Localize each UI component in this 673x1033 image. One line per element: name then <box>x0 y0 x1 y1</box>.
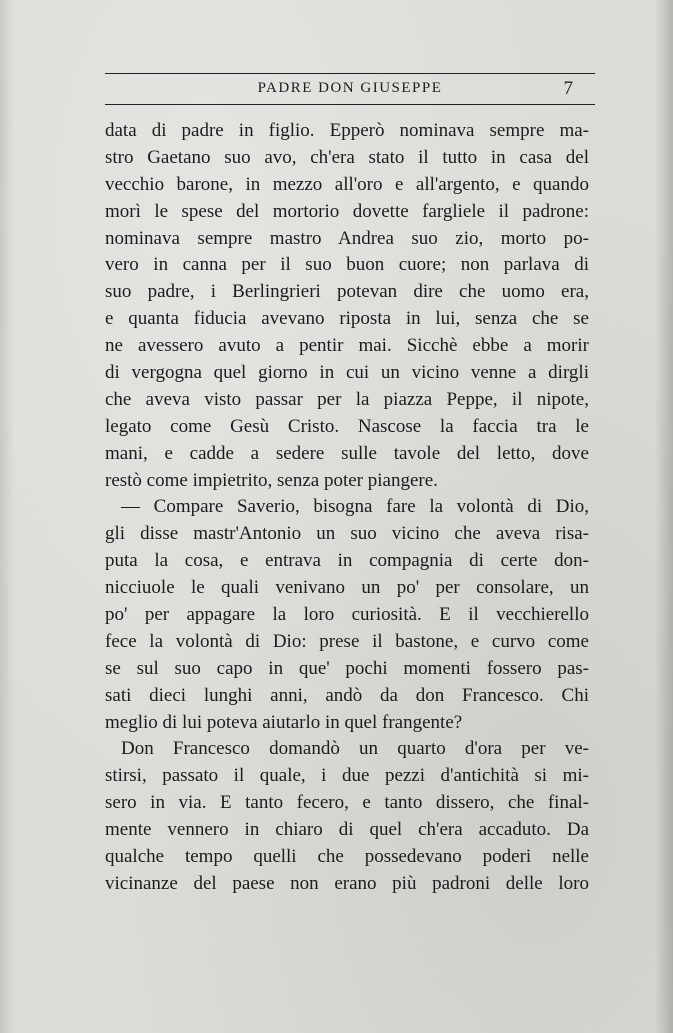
page-left-shadow <box>0 0 14 1033</box>
header-top-rule <box>105 73 595 74</box>
page-right-shadow <box>655 0 673 1033</box>
text-line: mani, e cadde a sedere sulle tavole del letto, dove <box>105 442 589 464</box>
text-line: nominava sempre mastro Andrea suo zio, morto po- <box>105 227 589 249</box>
text-line: fece la volontà di Dio: prese il bastone, e curvo come <box>105 630 589 652</box>
running-title: PADRE DON GIUSEPPE <box>257 80 443 96</box>
text-line: gli disse mastr'Antonio un suo vicino che aveva risa- <box>105 523 589 545</box>
header-bottom-rule <box>105 104 595 105</box>
text-line: mente vennero in chiaro di quel ch'era accaduto. Da <box>105 819 589 841</box>
text-line: data di padre in figlio. Epperò nominava sempre ma- <box>105 120 589 141</box>
text-line: suo padre, i Berlingrieri potevan dire che uomo era, <box>105 281 589 303</box>
text-line: vecchio barone, in mezzo all'oro e all'argento, e quando <box>105 173 589 195</box>
text-line: qualche tempo quelli che possedevano poderi nelle <box>105 846 589 868</box>
text-line: stro Gaetano suo avo, ch'era stato il tutto in casa del <box>105 146 589 168</box>
text-line: Don Francesco domandò un quarto d'ora per ve- <box>121 738 589 760</box>
text-line: ne avessero avuto a pentir mai. Sicchè ebbe a morir <box>105 335 589 357</box>
body-text <box>105 118 589 898</box>
text-line: vero in canna per il suo buon cuore; non parlava di <box>105 254 589 276</box>
text-line: restò come impietrito, senza poter piangere. <box>105 469 438 491</box>
text-line: nicciuole le quali venivano un po' per consolare, un <box>105 577 589 599</box>
text-line: di vergogna quel giorno in cui un vicino venne a dirgli <box>105 362 589 384</box>
text-line: puta la cosa, e entrava in compagnia di certe don- <box>105 550 589 572</box>
text-line: stirsi, passato il quale, i due pezzi d'antichità si mi- <box>105 765 589 787</box>
text-line: se sul suo capo in que' pochi momenti fossero pas- <box>105 657 589 679</box>
text-line: — Compare Saverio, bisogna fare la volontà di Dio, <box>121 496 589 518</box>
text-line: sero in via. E tanto fecero, e tanto dissero, che final- <box>105 792 589 814</box>
page-number: 7 <box>563 78 573 99</box>
running-head <box>105 78 595 100</box>
text-line: po' per appagare la loro curiosità. E il vecchierello <box>105 604 589 626</box>
text-line: e quanta fiducia avevano riposta in lui, senza che se <box>105 308 589 330</box>
text-line: legato come Gesù Cristo. Nascose la faccia tra le <box>105 415 589 437</box>
text-line: morì le spese del mortorio dovette fargliele il padrone: <box>105 200 589 222</box>
text-line: meglio di lui poteva aiutarlo in quel frangente? <box>105 711 463 733</box>
text-line: che aveva visto passar per la piazza Peppe, il nipote, <box>105 388 589 410</box>
text-line: vicinanze del paese non erano più padroni delle loro <box>105 872 589 894</box>
text-line: sati dieci lunghi anni, andò da don Francesco. Chi <box>105 684 589 706</box>
